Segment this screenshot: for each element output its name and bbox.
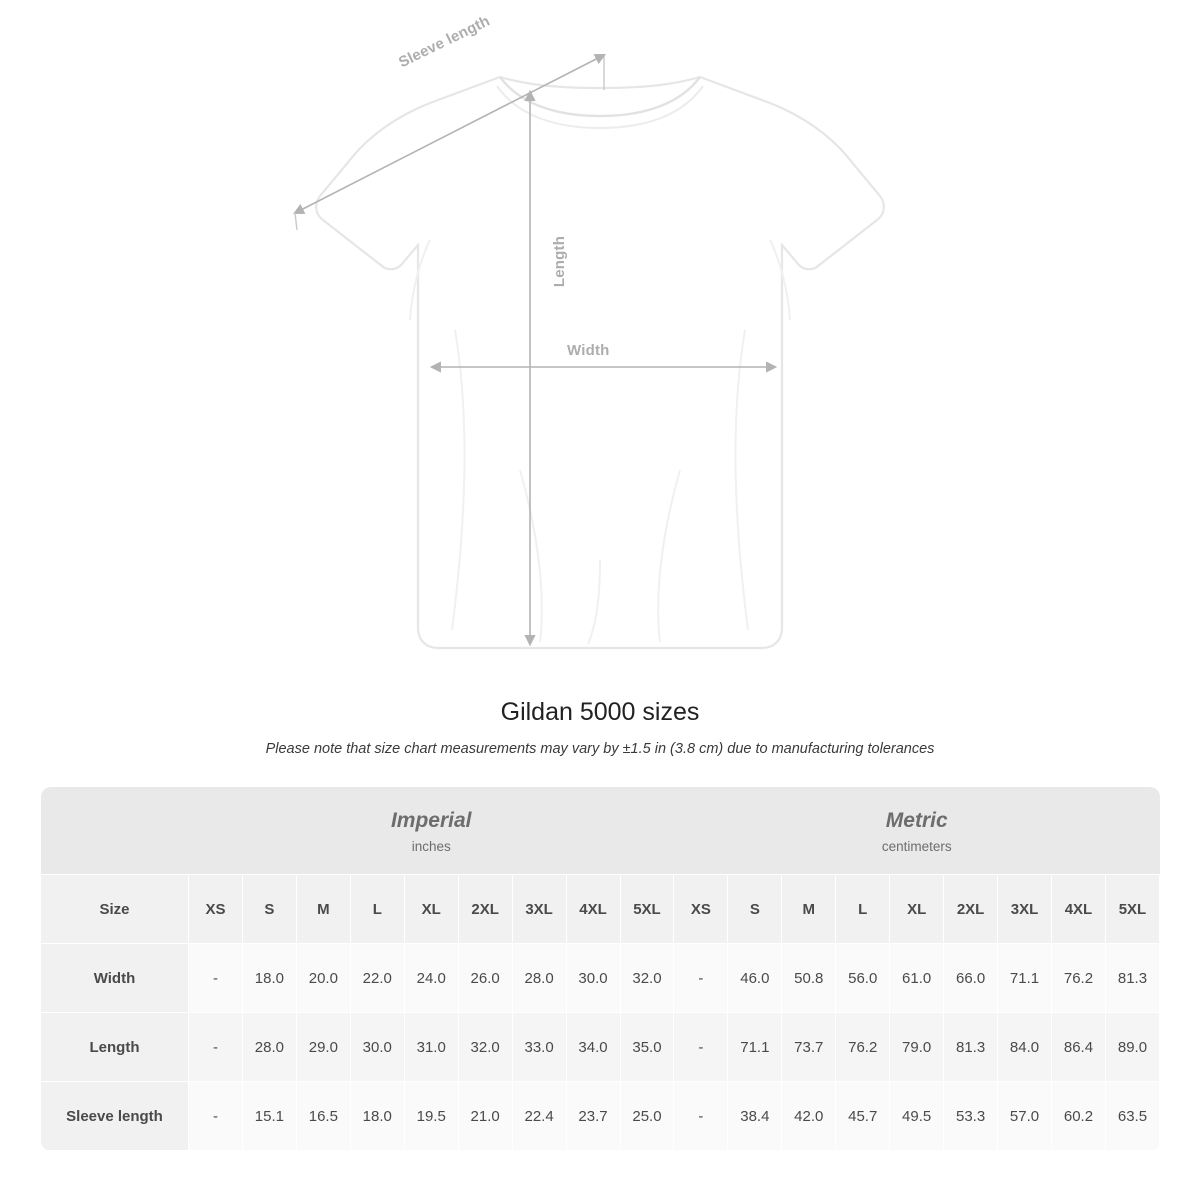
col-header-imperial-3xl: 3XL (512, 875, 566, 944)
measurement-tolerance-note: Please note that size chart measurements may vary by ±1.5 in (3.8 cm) due to manufacturing tolerances (265, 741, 935, 757)
unit-group-metric: Metric centimeters (674, 787, 1160, 875)
cell-sleeve-metric-xl: 49.5 (890, 1082, 944, 1151)
cell-width-imperial-s: 18.0 (242, 944, 296, 1013)
cell-width-imperial-3xl: 28.0 (512, 944, 566, 1013)
col-header-metric-2xl: 2XL (944, 875, 998, 944)
size-table-container (0, 757, 1200, 1151)
unit-group-imperial: Imperial inches (189, 787, 674, 875)
cell-width-imperial-xl: 24.0 (404, 944, 458, 1013)
col-header-metric-m: M (782, 875, 836, 944)
cell-length-metric-5xl: 89.0 (1105, 1013, 1159, 1082)
cell-length-metric-xl: 79.0 (890, 1013, 944, 1082)
cell-length-metric-m: 73.7 (782, 1013, 836, 1082)
cell-sleeve-imperial-m: 16.5 (296, 1082, 350, 1151)
row-label-length: Length (41, 1013, 189, 1082)
col-header-imperial-l: L (350, 875, 404, 944)
table-row (41, 944, 1160, 1013)
cell-width-metric-4xl: 76.2 (1052, 944, 1106, 1013)
sleeve-length-label: Sleeve length (396, 12, 493, 72)
cell-sleeve-imperial-4xl: 23.7 (566, 1082, 620, 1151)
cell-width-metric-3xl: 71.1 (998, 944, 1052, 1013)
cell-width-imperial-m: 20.0 (296, 944, 350, 1013)
cell-length-imperial-l: 30.0 (350, 1013, 404, 1082)
cell-length-metric-l: 76.2 (836, 1013, 890, 1082)
cell-width-metric-xl: 61.0 (890, 944, 944, 1013)
col-header-metric-4xl: 4XL (1052, 875, 1106, 944)
cell-sleeve-metric-xs: - (674, 1082, 728, 1151)
col-header-metric-5xl: 5XL (1105, 875, 1159, 944)
length-label: Length (551, 235, 569, 288)
cell-width-metric-m: 50.8 (782, 944, 836, 1013)
cell-length-metric-3xl: 84.0 (998, 1013, 1052, 1082)
cell-width-metric-5xl: 81.3 (1105, 944, 1159, 1013)
cell-length-imperial-4xl: 34.0 (566, 1013, 620, 1082)
row-label-sleeve-length: Sleeve length (41, 1082, 189, 1151)
cell-width-metric-xs: - (674, 944, 728, 1013)
unit-group-row (41, 787, 1160, 875)
cell-length-imperial-2xl: 32.0 (458, 1013, 512, 1082)
cell-width-imperial-2xl: 26.0 (458, 944, 512, 1013)
cell-width-imperial-5xl: 32.0 (620, 944, 674, 1013)
cell-sleeve-metric-l: 45.7 (836, 1082, 890, 1151)
cell-length-imperial-3xl: 33.0 (512, 1013, 566, 1082)
size-chart-table (40, 787, 1160, 1151)
cell-sleeve-imperial-l: 18.0 (350, 1082, 404, 1151)
cell-sleeve-imperial-2xl: 21.0 (458, 1082, 512, 1151)
cell-length-imperial-m: 29.0 (296, 1013, 350, 1082)
col-header-imperial-s: S (242, 875, 296, 944)
col-header-metric-xs: XS (674, 875, 728, 944)
col-header-imperial-4xl: 4XL (566, 875, 620, 944)
cell-length-imperial-xl: 31.0 (404, 1013, 458, 1082)
col-header-metric-l: L (836, 875, 890, 944)
cell-length-metric-s: 71.1 (728, 1013, 782, 1082)
col-header-imperial-5xl: 5XL (620, 875, 674, 944)
cell-length-metric-4xl: 86.4 (1052, 1013, 1106, 1082)
cell-sleeve-imperial-5xl: 25.0 (620, 1082, 674, 1151)
cell-width-metric-2xl: 66.0 (944, 944, 998, 1013)
cell-sleeve-imperial-xl: 19.5 (404, 1082, 458, 1151)
col-header-imperial-xl: XL (404, 875, 458, 944)
unit-group-spacer (41, 787, 189, 875)
cell-length-imperial-xs: - (189, 1013, 243, 1082)
col-header-imperial-2xl: 2XL (458, 875, 512, 944)
cell-length-metric-2xl: 81.3 (944, 1013, 998, 1082)
size-header-label: Size (41, 875, 189, 944)
width-label: Width (567, 342, 610, 359)
cell-width-metric-l: 56.0 (836, 944, 890, 1013)
cell-sleeve-metric-5xl: 63.5 (1105, 1082, 1159, 1151)
cell-sleeve-metric-2xl: 53.3 (944, 1082, 998, 1151)
page-title: Gildan 5000 sizes (500, 698, 700, 726)
row-label-width: Width (41, 944, 189, 1013)
cell-sleeve-imperial-s: 15.1 (242, 1082, 296, 1151)
col-header-imperial-xs: XS (189, 875, 243, 944)
cell-sleeve-metric-4xl: 60.2 (1052, 1082, 1106, 1151)
col-header-metric-xl: XL (890, 875, 944, 944)
cell-sleeve-imperial-xs: - (189, 1082, 243, 1151)
cell-width-metric-s: 46.0 (728, 944, 782, 1013)
cell-length-metric-xs: - (674, 1013, 728, 1082)
cell-sleeve-metric-m: 42.0 (782, 1082, 836, 1151)
cell-sleeve-metric-s: 38.4 (728, 1082, 782, 1151)
cell-sleeve-metric-3xl: 57.0 (998, 1082, 1052, 1151)
cell-width-imperial-l: 22.0 (350, 944, 404, 1013)
col-header-metric-s: S (728, 875, 782, 944)
table-row (41, 1013, 1160, 1082)
cell-sleeve-imperial-3xl: 22.4 (512, 1082, 566, 1151)
col-header-imperial-m: M (296, 875, 350, 944)
cell-width-imperial-xs: - (189, 944, 243, 1013)
size-header-row (41, 875, 1160, 944)
cell-length-imperial-s: 28.0 (242, 1013, 296, 1082)
col-header-metric-3xl: 3XL (998, 875, 1052, 944)
cell-length-imperial-5xl: 35.0 (620, 1013, 674, 1082)
cell-width-imperial-4xl: 30.0 (566, 944, 620, 1013)
table-row (41, 1082, 1160, 1151)
